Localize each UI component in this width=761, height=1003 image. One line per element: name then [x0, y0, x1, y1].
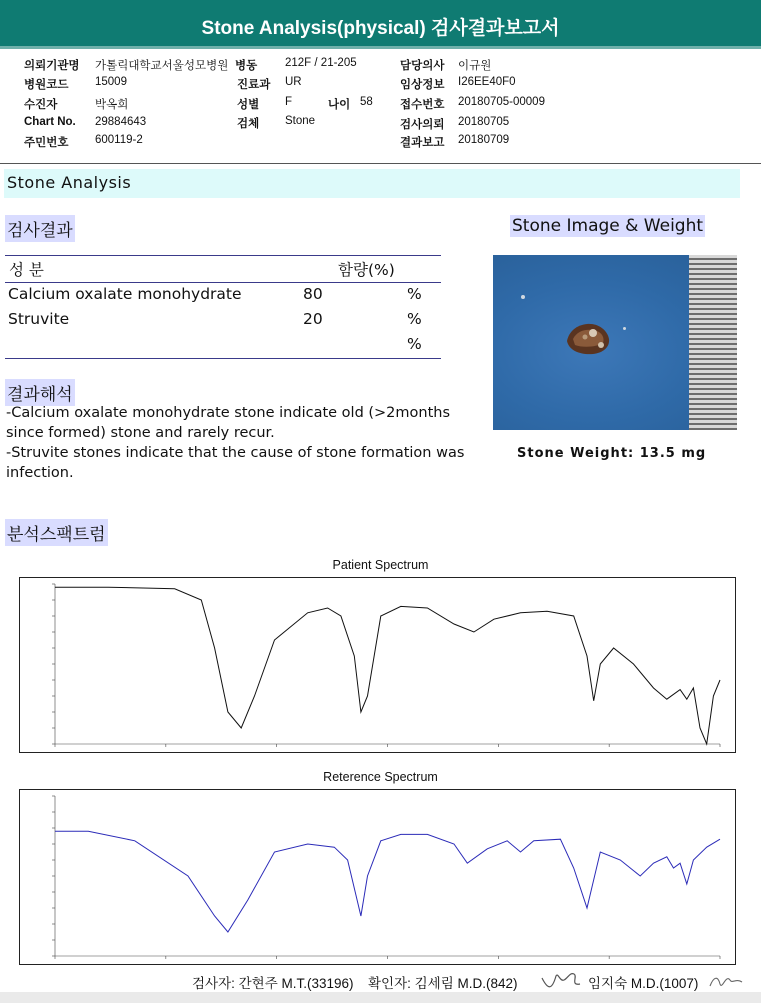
col-component: 성 분 [9, 261, 44, 279]
image-heading: Stone Image & Weight [512, 216, 704, 236]
interpretation-line-1: -Calcium oxalate monohydrate stone indicate old (>2months since formed) stone and rarely recur. [6, 405, 451, 441]
clinical-info-label: 임상정보 [400, 79, 445, 91]
reference-spectrum-svg [20, 790, 735, 964]
speck [521, 295, 525, 299]
row-1-value: 80 [303, 285, 323, 303]
chart-label: Chart No. [24, 116, 76, 128]
sex-value: F [285, 96, 293, 108]
patient-spectrum-line [55, 587, 720, 744]
spectrum-heading: 분석스팩트럼 [5, 519, 108, 546]
accession-value: 20180705-00009 [458, 96, 545, 108]
examinee-value: 박옥희 [95, 99, 129, 111]
row-1-unit: % [407, 285, 422, 303]
third-signer: 임지숙 M.D.(1007) [588, 976, 699, 991]
accession-label: 접수번호 [400, 99, 445, 111]
sex-label: 성별 [237, 99, 260, 111]
clinical-info-value: I26EE40F0 [458, 76, 516, 88]
reference-spectrum-title: Reterence Spectrum [323, 770, 438, 784]
ward-label: 병동 [235, 60, 258, 72]
col-content: 함량(%) [338, 261, 395, 279]
specimen-value: Stone [285, 115, 316, 127]
doctor-label: 담당의사 [400, 60, 445, 72]
table-top-rule [5, 255, 441, 256]
tester: 검사자: 간현주 M.T.(33196) [192, 976, 354, 991]
patient-spectrum-title: Patient Spectrum [332, 558, 429, 572]
resident-no-label: 주민번호 [24, 137, 69, 149]
report-title: Stone Analysis(physical) 검사결과보고서 [201, 18, 560, 39]
institution-value: 가톨릭대학교서울성모병원 [95, 60, 229, 72]
section-band [4, 169, 740, 198]
stone-photo [493, 255, 737, 430]
institution-label: 의뢰기관명 [24, 60, 80, 72]
report-date-value: 20180709 [458, 134, 510, 146]
reference-spectrum-line [55, 831, 720, 932]
age-value: 58 [360, 96, 373, 108]
signature-icon [708, 970, 744, 992]
header-divider [0, 163, 761, 164]
row-2-name: Struvite [8, 310, 70, 328]
interpretation-heading: 결과해석 [5, 379, 75, 406]
request-date-label: 검사의뢰 [400, 119, 445, 131]
resident-no-value: 600119-2 [95, 134, 143, 146]
examinee-label: 수진자 [24, 99, 58, 111]
report-date-label: 결과보고 [400, 137, 445, 149]
report-header [0, 0, 761, 46]
specimen-label: 검체 [237, 118, 260, 130]
patient-spectrum-svg [20, 578, 735, 752]
ward-value: 212F / 21-205 [285, 57, 357, 69]
table-bottom-rule [5, 358, 441, 359]
patient-spectrum-plot [19, 577, 736, 753]
row-2-unit: % [407, 310, 422, 328]
confirmer: 확인자: 김세림 M.D.(842) [368, 976, 518, 991]
header-rule [0, 46, 761, 49]
speck [623, 327, 626, 330]
section-band-title: Stone Analysis [7, 173, 132, 192]
results-heading: 검사결과 [5, 215, 75, 242]
stone-weight: Stone Weight: 13.5 mg [517, 446, 707, 461]
hospital-code-label: 병원코드 [24, 79, 69, 91]
interpretation-line-2: -Struvite stones indicate that the cause of stone formation was infection. [6, 445, 465, 481]
row-2-value: 20 [303, 310, 323, 328]
department-label: 진료과 [237, 79, 271, 91]
age-label: 나이 [328, 99, 351, 111]
stone-specimen-icon [563, 319, 613, 357]
signature-icon [540, 968, 582, 992]
row-3-unit: % [407, 335, 422, 353]
row-1-name: Calcium oxalate monohydrate [8, 285, 242, 303]
request-date-value: 20180705 [458, 116, 510, 128]
hospital-code-value: 15009 [95, 76, 127, 88]
doctor-value: 이규원 [458, 60, 492, 72]
chart-value: 29884643 [95, 116, 147, 128]
bottom-strip [0, 992, 761, 1003]
ruler [689, 255, 737, 430]
table-header-rule [5, 282, 441, 283]
department-value: UR [285, 76, 302, 88]
reference-spectrum-plot [19, 789, 736, 965]
